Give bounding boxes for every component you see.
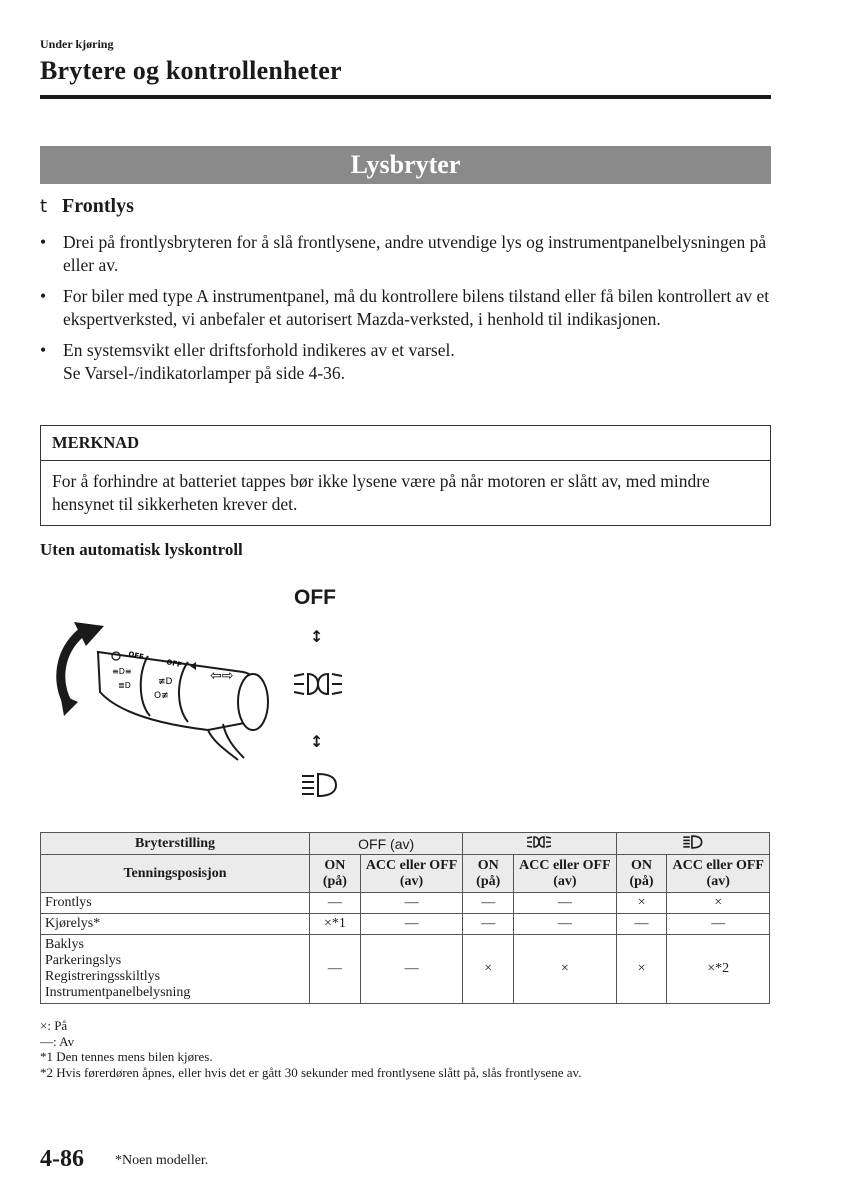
models-footnote: *Noen modeller. (115, 1153, 209, 1168)
table-row (41, 935, 770, 1004)
headlight-icon (682, 835, 704, 849)
table-cell: — (360, 935, 463, 1004)
page-title: Brytere og kontrollenheter (40, 56, 342, 85)
bullet-dot: • (40, 286, 47, 306)
table-cell: × (667, 893, 770, 914)
bullet-dot: • (40, 232, 47, 252)
table-cell: — (616, 914, 667, 935)
headlight-icon (300, 772, 340, 798)
table-cell: — (463, 893, 514, 914)
note-heading: MERKNAD (41, 426, 770, 461)
stalk-rear-fog-symbol: O≢ (154, 691, 169, 701)
subsection-heading (40, 195, 134, 218)
table-cell: — (463, 914, 514, 935)
table-cell: — (667, 914, 770, 935)
stalk-off-label: OFF (165, 658, 183, 670)
table-cell: — (514, 914, 617, 935)
header-on: ON (på) (310, 855, 361, 893)
footnote-1: *1 Den tennes mens bilen kjøres. (40, 1049, 213, 1064)
header-switch-position: Bryterstilling (41, 833, 310, 855)
table-cell: ×*2 (667, 935, 770, 1004)
table-cell: × (616, 935, 667, 1004)
bullet-text: For biler med type A instrumentpanel, må du kontrollere bilens tilstand eller få bilen kontrollert av et ekspertverksted, vi anbefaler et autorisert Mazda-verksted, i henhold til indikasjonen. (63, 286, 770, 329)
table-cell: — (310, 935, 361, 1004)
stalk-parking-symbol: ≡D≡ (112, 667, 132, 676)
rotate-arrow-icon (60, 622, 104, 716)
header-on: ON (på) (463, 855, 514, 893)
up-down-arrow-icon: ↕ (310, 627, 324, 646)
table-subheader-row (41, 855, 770, 893)
header-on: ON (på) (616, 855, 667, 893)
table-header-row (41, 833, 770, 855)
legend-off: —: Av (40, 1033, 75, 1049)
parking-light-icon (524, 835, 554, 849)
subsection-marker: t (40, 196, 48, 217)
stalk-fog-symbol: ≢D (158, 677, 173, 687)
table-row (41, 914, 770, 935)
list-item (40, 339, 780, 384)
off-position-label: OFF (294, 586, 336, 609)
parking-light-icon (292, 670, 344, 698)
table-cell: — (360, 914, 463, 935)
note-box (40, 425, 771, 526)
table-row (41, 893, 770, 914)
legend-on: ×: På (40, 1018, 68, 1033)
bullet-dot: • (40, 340, 47, 360)
table-cell: ×*1 (310, 914, 361, 935)
header-acc: ACC eller OFF (av) (360, 855, 463, 893)
figure-title: Uten automatisk lyskontroll (40, 540, 243, 559)
header-acc: ACC eller OFF (av) (667, 855, 770, 893)
header-ignition-position: Tenningsposisjon (41, 855, 310, 893)
header-parking-group (463, 833, 616, 855)
table-legend (40, 1018, 581, 1080)
page-number: 4-86 (40, 1146, 84, 1172)
table-cell: — (514, 893, 617, 914)
table-cell: × (463, 935, 514, 1004)
title-divider (40, 95, 771, 99)
up-down-arrow-icon: ↕ (310, 732, 324, 751)
bullet-text: En systemsvikt eller driftsforhold indikeres av et varsel. Se Varsel-/indikatorlamper på side 4-36. (63, 340, 455, 383)
section-label: Under kjøring (40, 37, 114, 51)
bullet-list (40, 231, 780, 393)
switch-table (40, 832, 770, 1004)
list-item (40, 231, 780, 276)
bullet-text: Drei på frontlysbryteren for å slå frontlysene, andre utvendige lys og instrumentpanelbelysningen på eller av. (63, 232, 767, 275)
table-cell: — (310, 893, 361, 914)
row-label: Frontlys (41, 893, 310, 914)
header-off-group: OFF (av) (310, 833, 463, 855)
footnote-2: *2 Hvis førerdøren åpnes, eller hvis det er gått 30 sekunder med frontlysene slått på, slås frontlysene av. (40, 1064, 582, 1080)
subsection-title: Frontlys (62, 195, 134, 217)
stalk-off-label: OFF (127, 650, 145, 662)
stalk-headlight-symbol: ≣D (118, 681, 131, 690)
section-banner: Lysbryter (40, 146, 771, 184)
table-cell: × (514, 935, 617, 1004)
stalk-arrows-symbol: ⇦⇨ (210, 668, 234, 684)
list-item (40, 285, 780, 330)
switch-stalk-illustration (38, 612, 278, 762)
header-headlight-group (616, 833, 769, 855)
row-label: Kjørelys* (41, 914, 310, 935)
note-body: For å forhindre at batteriet tappes bør ikke lysene være på når motoren er slått av, med mindre hensynet til sikkerheten krever det. (52, 471, 710, 514)
header-acc: ACC eller OFF (av) (514, 855, 617, 893)
table-cell: — (360, 893, 463, 914)
row-label: Baklys Parkeringslys Registreringsskiltlys Instrumentpanelbelysning (41, 935, 310, 1004)
table-cell: × (616, 893, 667, 914)
